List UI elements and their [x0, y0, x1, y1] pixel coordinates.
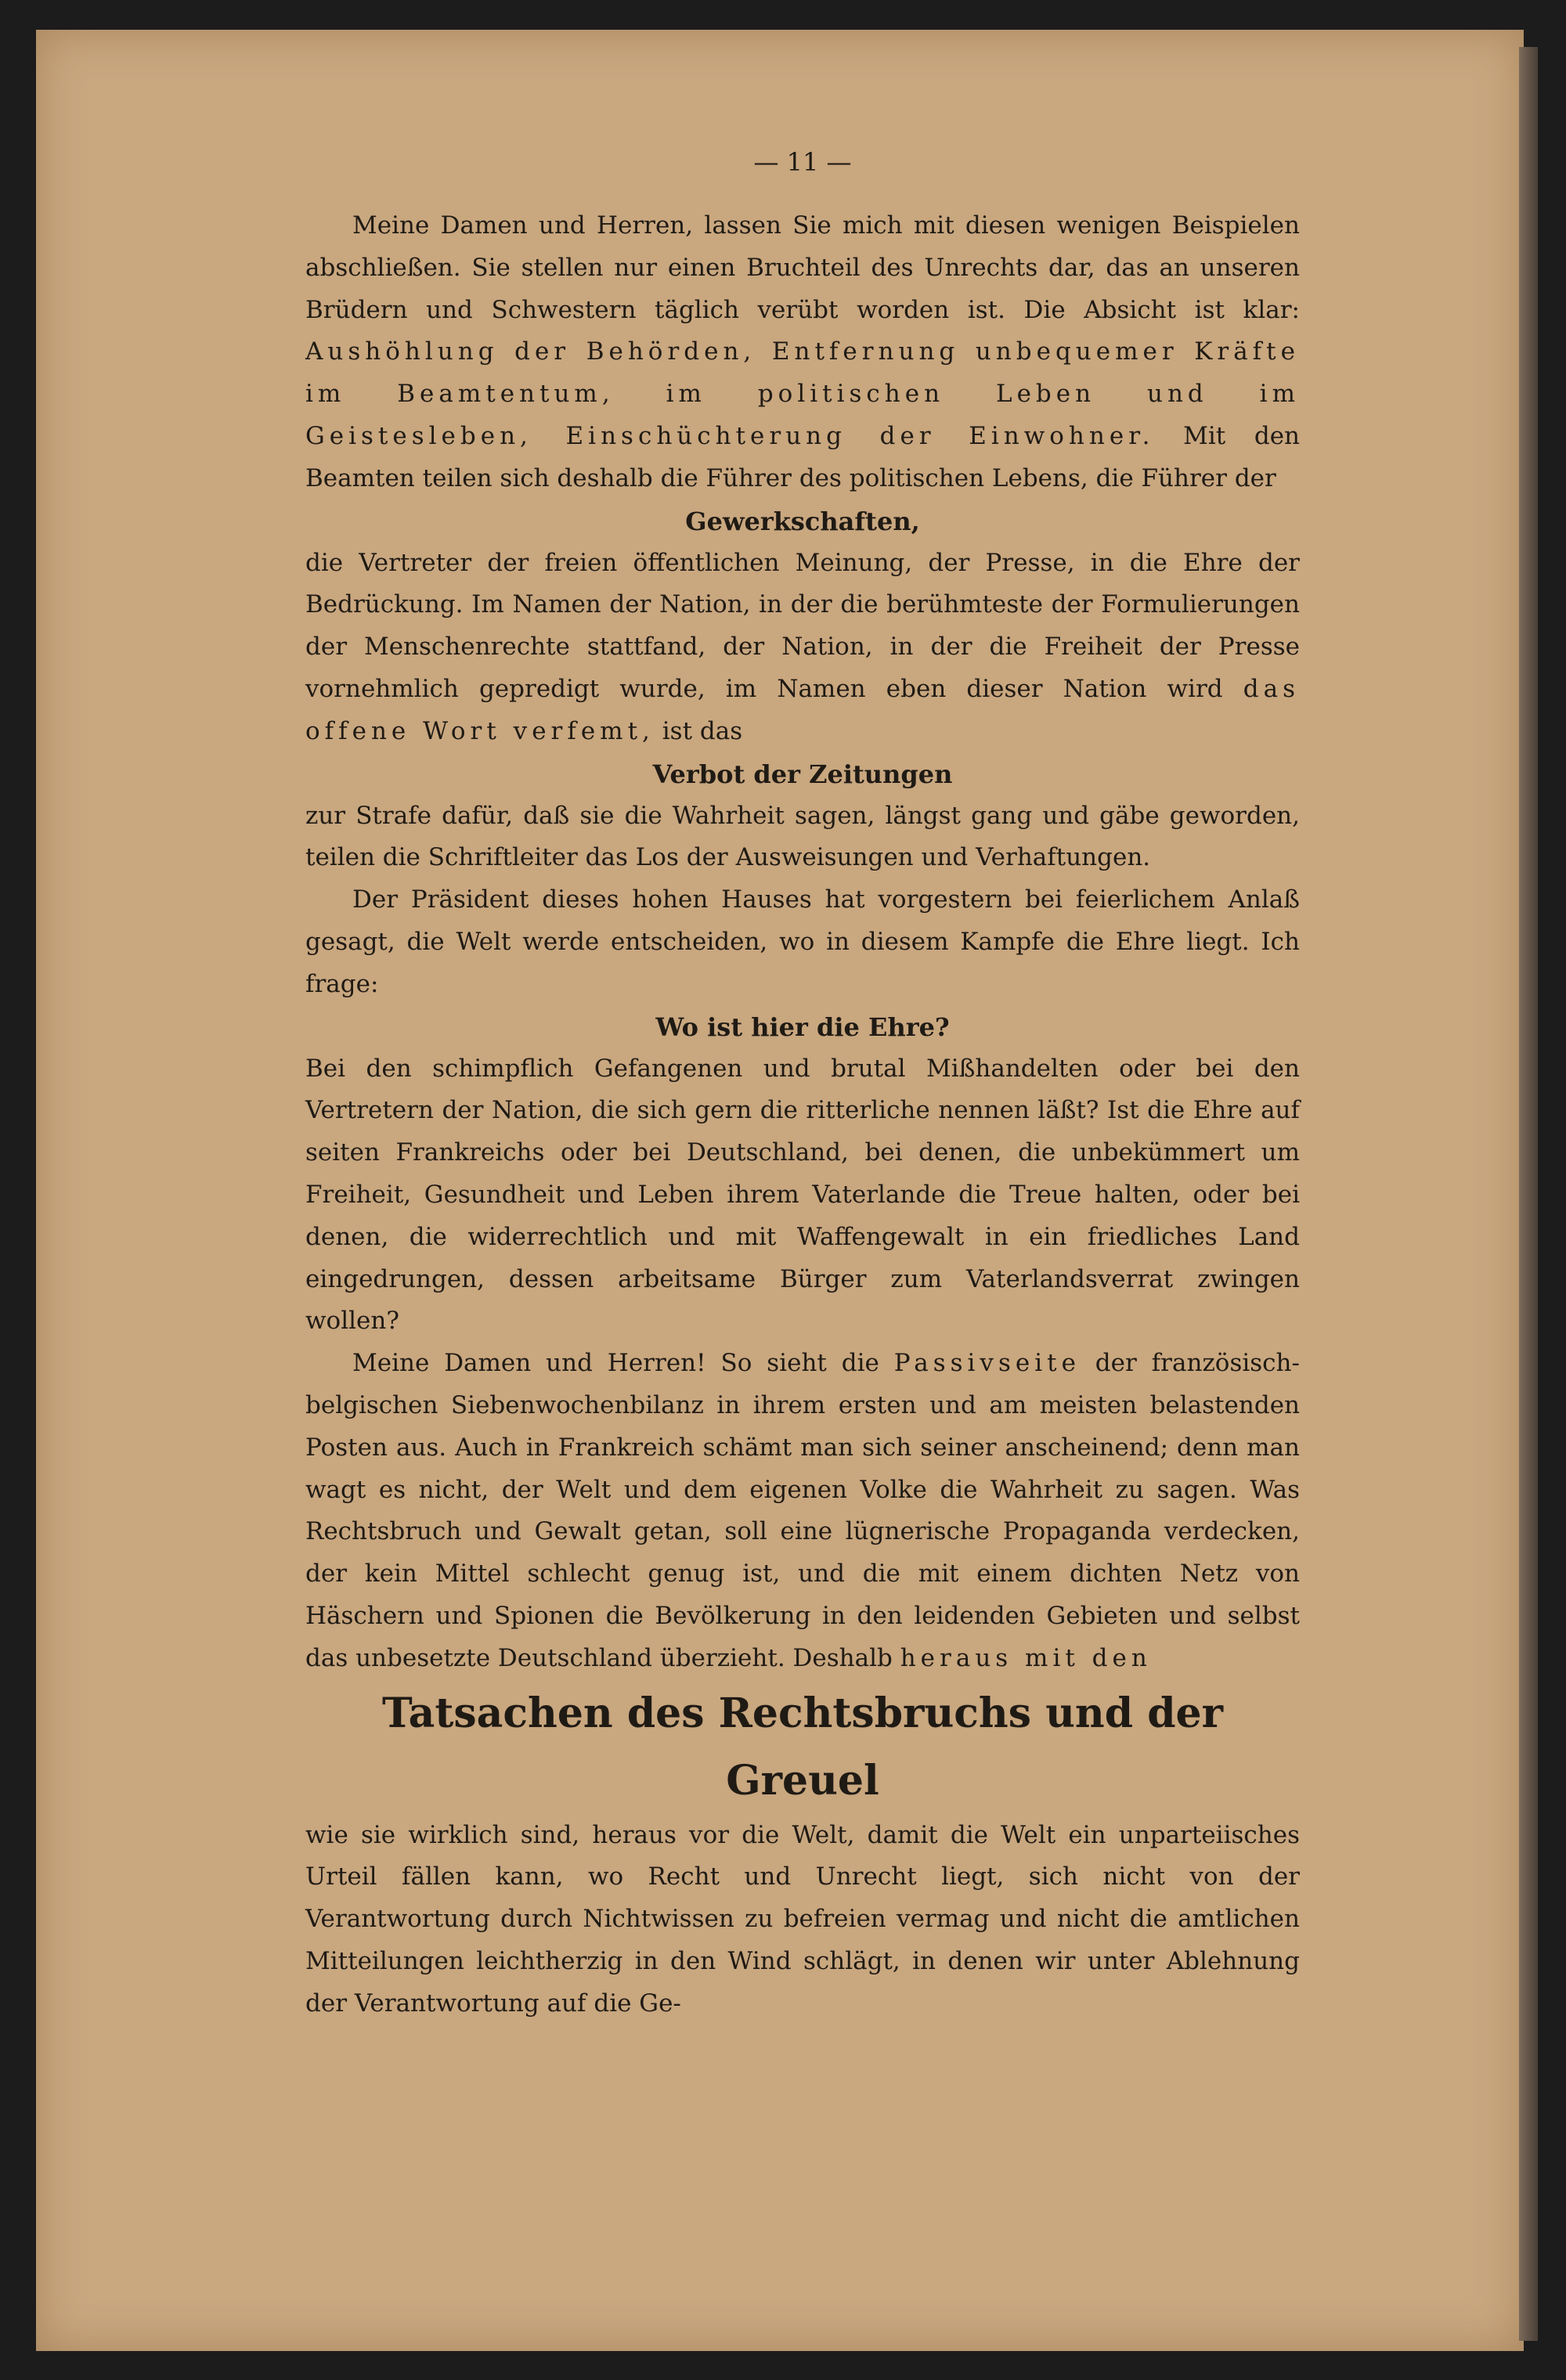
paragraph-3: zur Strafe dafür, daß sie die Wahrheit sagen, längst gang und gäbe geworden, teilen die Schriftleiter das Los der Ausweisungen und Verhaftungen. — [305, 801, 1300, 872]
paragraph-1-text-b: Mit den Beamten teilen sich deshalb die Führer des politischen Lebens, die Führer der — [305, 421, 1300, 492]
paragraph-6 — [305, 1343, 1300, 1679]
heading-gewerkschaften: Gewerkschaften, — [685, 506, 920, 536]
heading-tatsachen: Tatsachen des Rechtsbruchs und der Greuel — [381, 1689, 1224, 1805]
page-text — [305, 141, 1300, 2025]
paragraph-6-text-a: Meine Damen und Herren! So sieht die — [352, 1349, 894, 1378]
paragraph-2-spaced-text: das offene Wort verfemt, — [305, 674, 1300, 745]
paragraph-1 — [305, 205, 1300, 500]
paragraph-1-text-a: Meine Damen und Herren, lassen Sie mich mit diesen wenigen Beispielen abschließen. Sie stellen nur einen Bruchteil des Unrechts dar, das an unseren Brüdern und Schwestern täglich verübt worden ist. Die Absicht ist klar: — [305, 211, 1300, 324]
heading-wo-ist-hier-die-ehre: Wo ist hier die Ehre? — [655, 1012, 950, 1042]
page-number: — 11 — — [753, 147, 852, 177]
paragraph-6-spaced-text-1: Passivseite — [893, 1349, 1081, 1378]
paragraph-5: Bei den schimpflich Gefangenen und brutal Mißhandelten oder bei den Vertretern der Nation, die sich gern die ritterliche nennen läßt? Ist die Ehre auf seiten Frankreichs oder bei Deutschland, bei denen, die unbekümmert um Freiheit, Gesundheit und Leben ihrem Vaterlande die Treue halten, oder bei denen, die widerrechtlich und mit Waffengewalt in ein friedliches Land eingedrungen, dessen arbeitsame Bürger zum Vaterlandsverrat zwingen wollen? — [305, 1054, 1300, 1336]
paragraph-2 — [305, 543, 1300, 753]
paragraph-2-text-a: die Vertreter der freien öffentlichen Meinung, der Presse, in die Ehre der Bedrückung. Im Namen der Nation, in der die berühmteste der Formulierungen der Menschenrechte stattfand, der Nation, in der die Freiheit der Presse vornehmlich gepredigt wurde, im Namen eben dieser Nation wird — [305, 548, 1300, 703]
paragraph-6-spaced-text-2: heraus mit den — [900, 1643, 1152, 1672]
paragraph-7: wie sie wirklich sind, heraus vor die Welt, damit die Welt ein unparteiisches Urteil fällen kann, wo Recht und Unrecht liegt, sich nicht von der Verantwortung durch Nichtwissen zu befreien vermag und nicht die amtlichen Mitteilungen leichtherzig in den Wind schlägt, in denen wir unter Ablehnung der Verantwortung auf die Ge- — [305, 1820, 1300, 2018]
paragraph-6-text-b: der französisch-belgischen Siebenwochenbilanz in ihrem ersten und am meisten belastenden Posten aus. Auch in Frankreich schämt man sich seiner anscheinend; denn man wagt es nicht, der Welt und dem eigenen Volke die Wahrheit zu sagen. Was Rechtsbruch und Gewalt getan, soll eine lügnerische Propaganda verdecken, der kein Mittel schlecht genug ist, und die mit einem dichten Netz von Häschern und Spionen die Bevölkerung in den leidenden Gebieten und selbst das unbesetzte Deutschland überzieht. Deshalb — [305, 1349, 1300, 1672]
paragraph-2-text-b: ist das — [654, 716, 743, 745]
paragraph-1-spaced-text: Aushöhlung der Behörden, Entfernung unbequemer Kräfte im Beamtentum, im politischen Leben und im Geistesleben, Einschüchterung der Einwohner. — [305, 337, 1300, 450]
heading-verbot-der-zeitungen: Verbot der Zeitungen — [652, 759, 953, 789]
paragraph-4: Der Präsident dieses hohen Hauses hat vorgestern bei feierlichem Anlaß gesagt, die Welt werde entscheiden, wo in diesem Kampfe die Ehre liegt. Ich frage: — [305, 885, 1300, 998]
book-edge — [1519, 47, 1538, 2341]
